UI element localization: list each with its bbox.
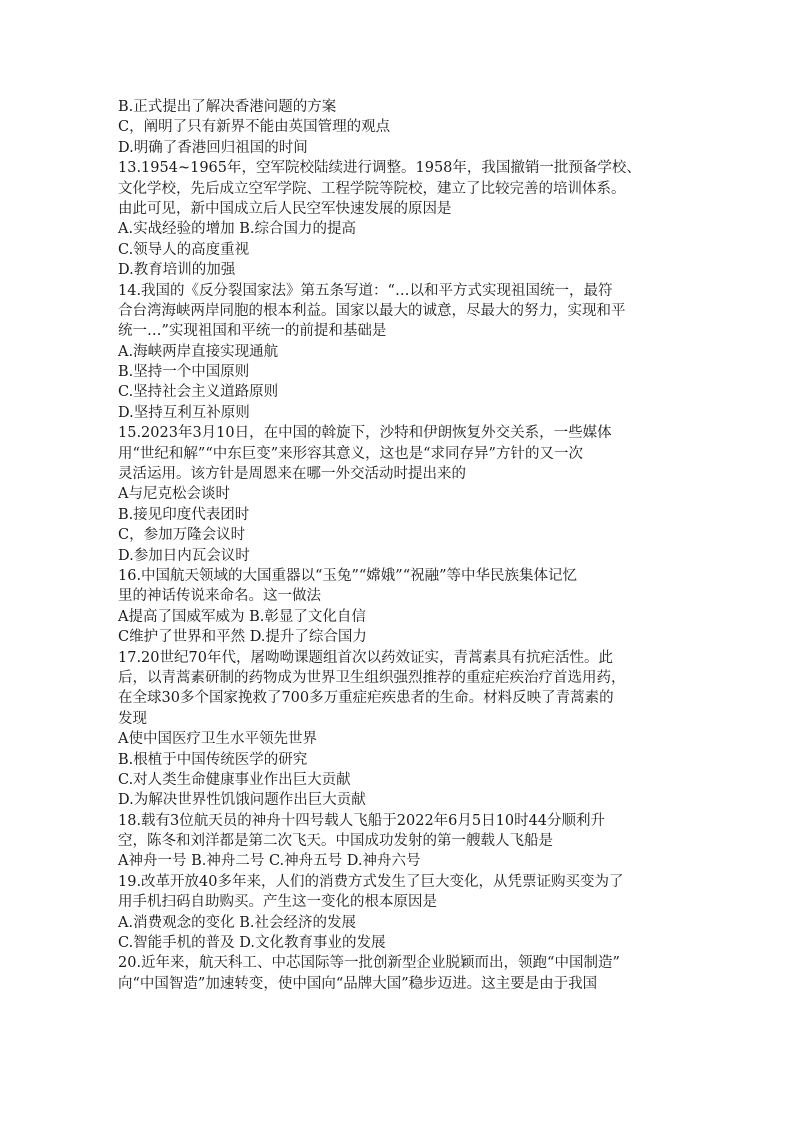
- text-line: D.为解决世界性饥饿问题作出巨大贡献: [118, 792, 366, 809]
- text-line: 统一…”实现祖国和平统一的前提和基础是: [118, 323, 387, 340]
- text-line: A.海峡两岸直接实现通航: [118, 343, 279, 360]
- text-line: C.智能手机的普及 D.文化教育事业的发展: [118, 935, 386, 952]
- text-line: B.坚持一个中国原则: [118, 364, 250, 381]
- text-line: B.正式提出了解决香港问题的方案: [118, 99, 337, 115]
- text-line: C，参加万隆会议时: [118, 527, 246, 544]
- text-line: 由此可见，新中国成立后人民空军快速发展的原因是: [118, 200, 452, 217]
- text-line: A使中国医疗卫生水平领先世界: [118, 731, 317, 748]
- text-line: 用手机扫码自助购买。产生这一变化的根本原因是: [118, 894, 437, 911]
- text-line: A.实战经验的增加 B.综合国力的提高: [118, 221, 356, 238]
- text-line: A与尼克松会谈时: [118, 486, 230, 503]
- text-line: 20.近年来，航天科工、中芯国际等一批创新型企业脱颖而出，领跑“中国制造”: [118, 955, 620, 972]
- text-line: A.消费观念的变化 B.社会经济的发展: [118, 914, 356, 931]
- text-line: 16.中国航天领域的大国重器以“玉兔”“嫦娥”“祝融”等中华民族集体记忆: [118, 567, 578, 584]
- text-line: 空，陈冬和刘洋都是第二次飞天。中国成功发射的第一艘载人飞船是: [118, 833, 553, 850]
- text-line: A神舟一号 B.神舟二号 C.神舟五号 D.神舟六号: [118, 853, 421, 870]
- text-line: C维护了世界和平然 D.提升了综合国力: [118, 629, 367, 646]
- text-line: D.教育培训的加强: [118, 262, 236, 279]
- text-line: 14.我国的《反分裂国家法》第五条写道：“…以和平方式实现祖国统一，最符: [118, 282, 613, 299]
- text-line: 文化学校，先后成立空军学院、工程学院等院校，建立了比较完善的培训体系。: [118, 180, 626, 197]
- text-line: 18.载有3位航天员的神舟十四号载人飞船于2022年6月5日10时44分顺利升: [118, 812, 606, 829]
- text-line: C.对人类生命健康事业作出巨大贡献: [118, 771, 351, 788]
- text-line: 里的神话传说来命名。这一做法: [118, 588, 321, 605]
- text-line: A提高了国威军威为 B.彰显了文化自信: [118, 608, 366, 625]
- text-line: D.参加日内瓦会议时: [118, 547, 250, 564]
- text-line: B.根植于中国传统医学的研究: [118, 751, 308, 768]
- text-line: 用“世纪和解”“中东巨变”来形容其意义，这也是“求同存异”方针的又一次: [118, 445, 583, 462]
- text-line: 15.2023年3月10日，在中国的斡旋下，沙特和伊朗恢复外交关系，一些媒体: [118, 425, 612, 442]
- text-line: 13.1954~1965年，空军院校陆续进行调整。1958年，我国撤销一批预备学校、: [118, 160, 641, 177]
- text-line: D.坚持互利互补原则: [118, 404, 250, 421]
- text-line: 发现: [118, 710, 147, 727]
- text-line: B.接见印度代表团时: [118, 506, 250, 523]
- text-line: C.领导人的高度重视: [118, 241, 250, 258]
- text-line: 向“中国智造”加速转变，使中国向“品牌大国”稳步迈进。这主要是由于我国: [118, 975, 598, 992]
- text-line: D.明确了香港回归祖国的时间: [118, 139, 308, 156]
- text-line: 合台湾海峡两岸同胞的根本利益。国家以最大的诚意，尽最大的努力，实现和平: [118, 302, 626, 319]
- text-line: 17.20世纪70年代，屠呦呦课题组首次以药效证实，青蒿素具有抗疟活性。此: [118, 649, 613, 666]
- text-line: 19.改革开放40多年来，人们的消费方式发生了巨大变化，从凭票证购买变为了: [118, 873, 624, 890]
- text-line: 灵活运用。该方针是周恩来在哪一外交活动时提出来的: [118, 466, 466, 483]
- text-line: 在全球30多个国家挽救了700多万重症疟疾患者的生命。材料反映了青蒿素的: [118, 690, 614, 707]
- text-line: 后，以青蒿素研制的药物成为世界卫生组织强烈推荐的重症疟疾治疗首选用药，: [118, 669, 626, 686]
- exam-page-text: [118, 97, 698, 994]
- text-line: C，阐明了只有新界不能由英国管理的观点: [118, 119, 391, 136]
- text-line: C.坚持社会主义道路原则: [118, 384, 279, 401]
